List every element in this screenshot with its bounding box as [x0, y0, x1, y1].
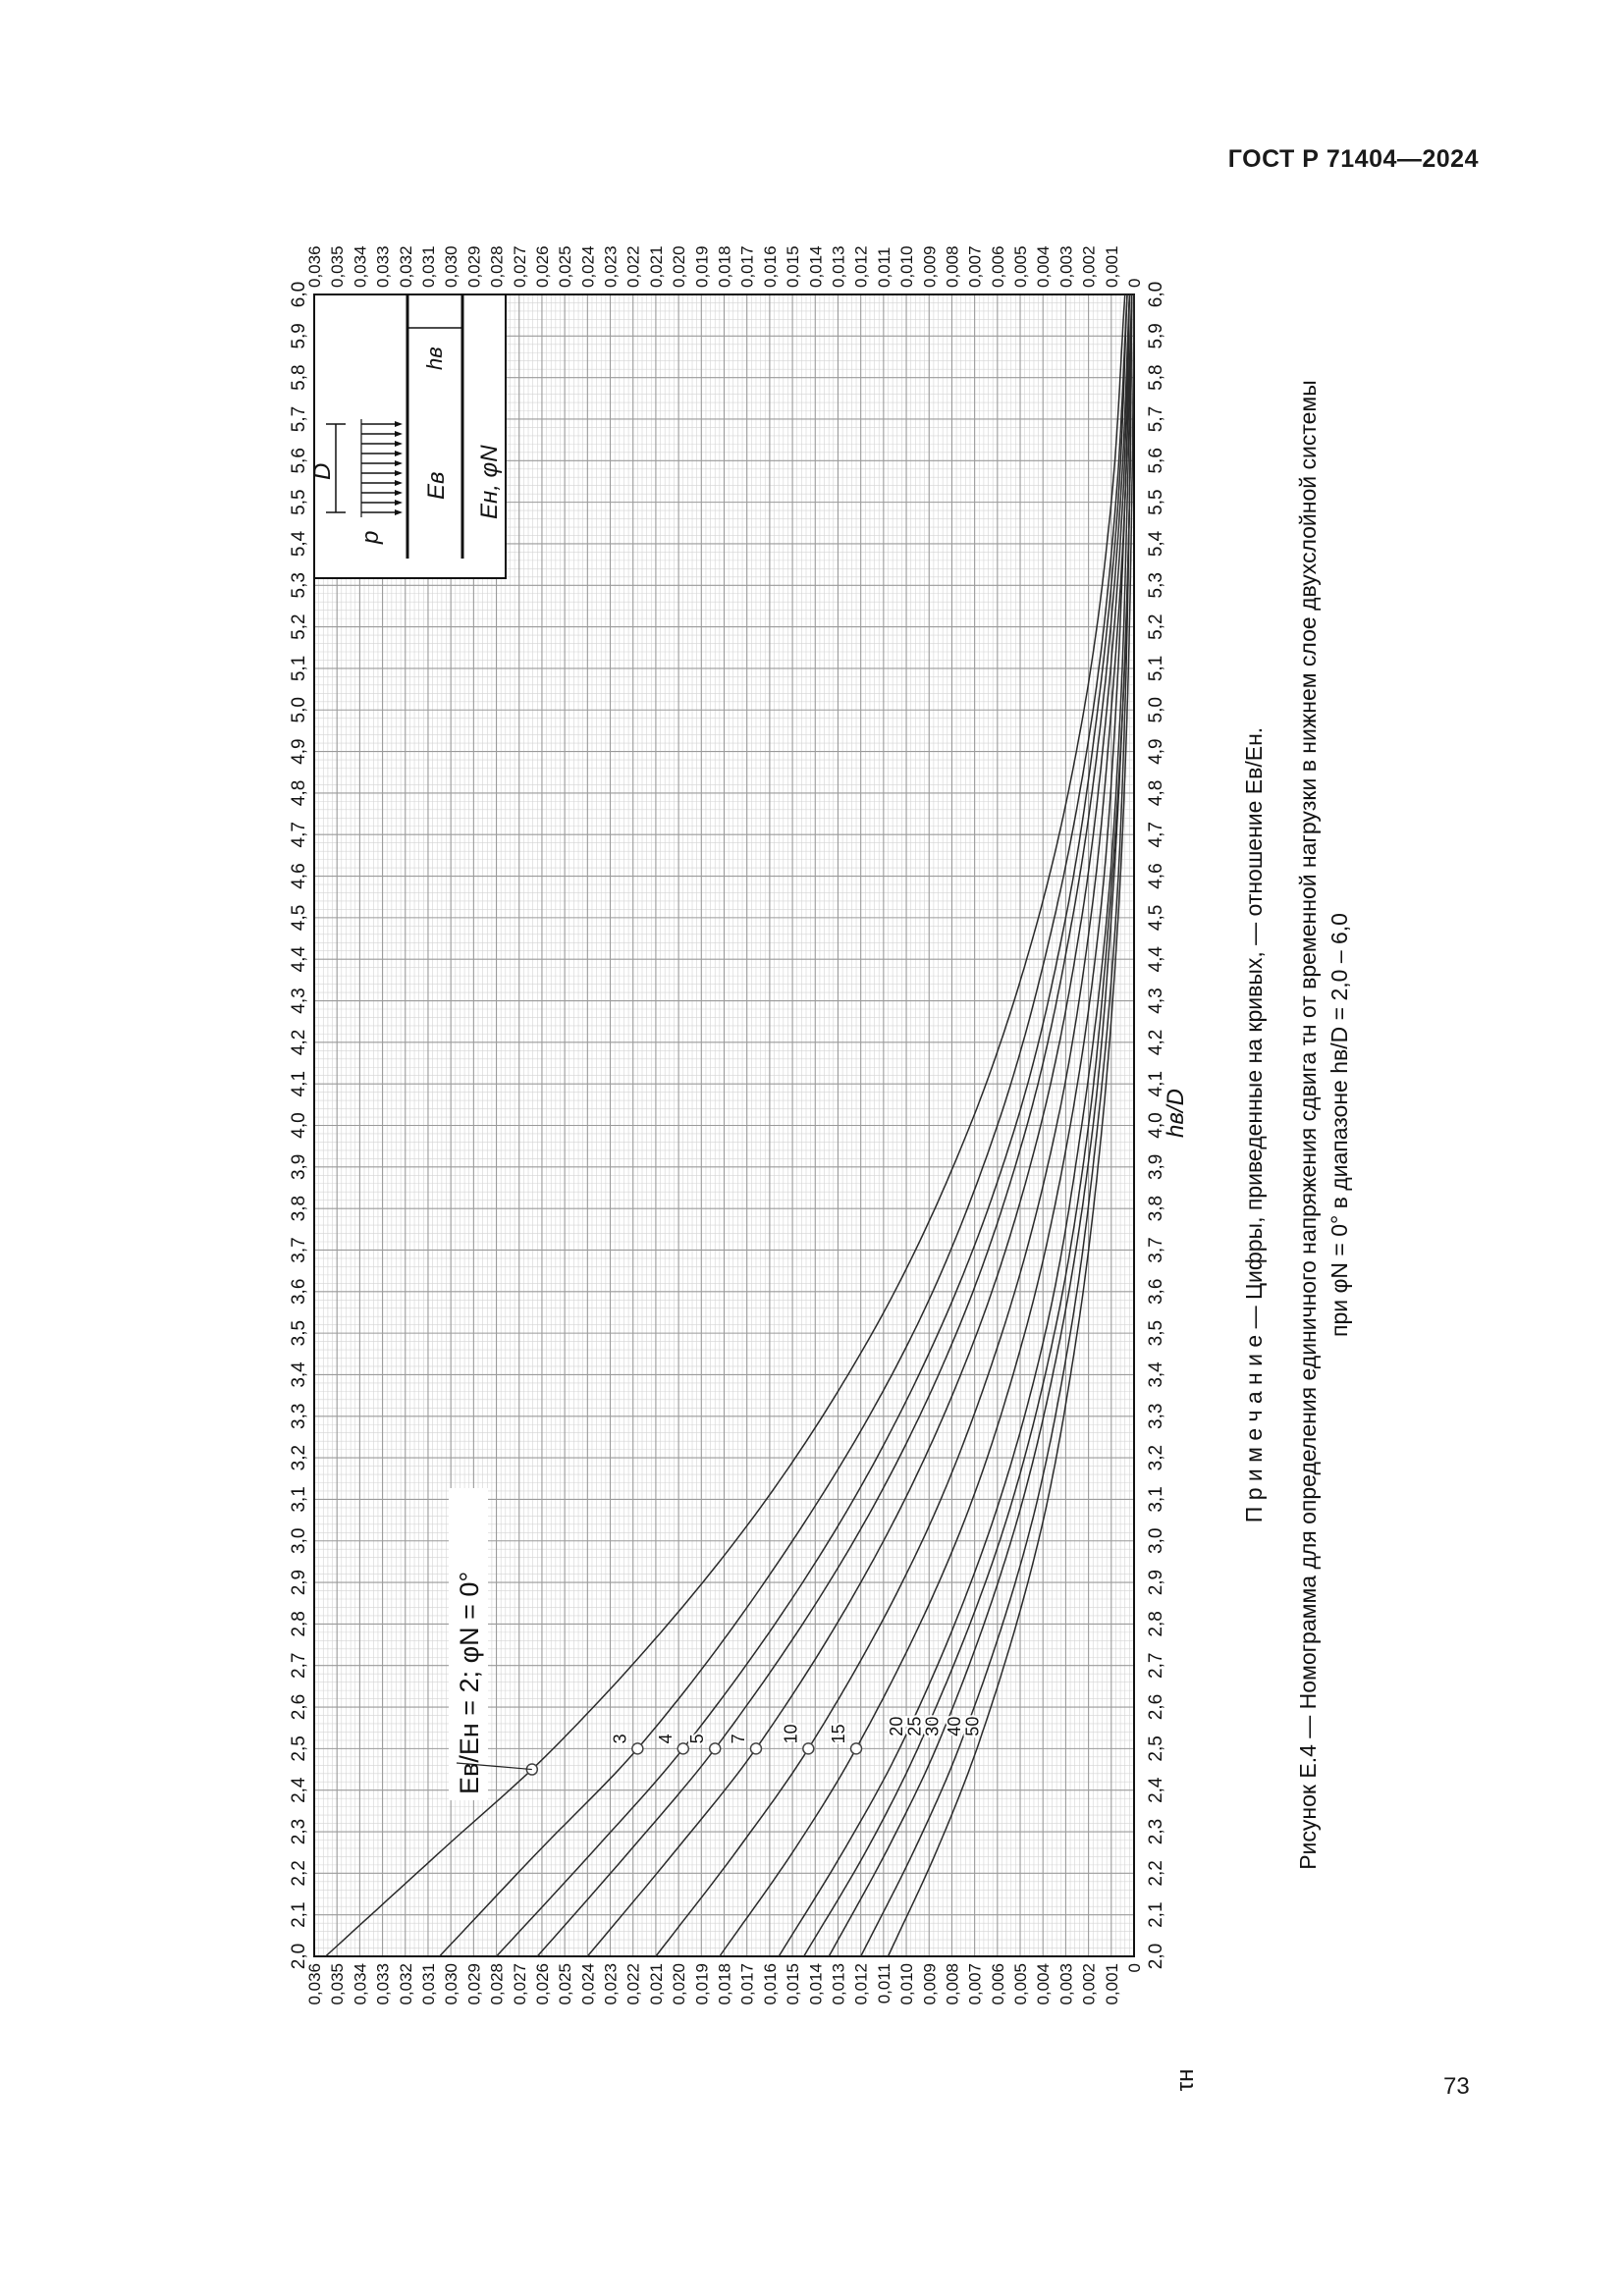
- y-tick-label: 0,007: [965, 245, 985, 288]
- x-tick-label: 6,0: [289, 281, 309, 308]
- x-tick-label: 4,3: [289, 988, 309, 1014]
- x-tick-label: 4,8: [289, 779, 309, 807]
- x-tick-label: 5,9: [1146, 323, 1166, 349]
- y-tick-label: 0,003: [1056, 1963, 1076, 2005]
- y-tick-label: 0,005: [1011, 245, 1031, 288]
- x-tick-label: 3,7: [289, 1237, 309, 1263]
- x-tick-label: 4,7: [1146, 822, 1166, 848]
- x-tick-label: 3,0: [289, 1527, 309, 1554]
- y-tick-label: 0,028: [487, 1963, 507, 2005]
- x-tick-label: 5,7: [1146, 405, 1166, 433]
- y-tick-label: 0,024: [578, 1963, 598, 2005]
- y-tick-label: 0,014: [806, 245, 826, 288]
- y-tick-label: 0,034: [351, 1963, 370, 2005]
- x-tick-label: 5,1: [1146, 655, 1166, 682]
- y-tick-label: 0,015: [784, 245, 803, 288]
- y-tick-label: 0,010: [897, 1963, 917, 2005]
- y-tick-label: 0,033: [373, 1963, 393, 2005]
- y-tick-label: 0,013: [829, 245, 848, 288]
- y-tick-label: 0,001: [1102, 1963, 1121, 2005]
- x-tick-label: 4,6: [289, 863, 309, 889]
- x-tick-label: 3,4: [289, 1362, 309, 1388]
- x-tick-label: 5,8: [289, 364, 309, 391]
- x-tick-label: 4,2: [289, 1029, 309, 1056]
- x-tick-label: 2,7: [289, 1652, 309, 1679]
- x-tick-label: 2,2: [289, 1860, 309, 1887]
- x-tick-label: 3,1: [1146, 1486, 1166, 1513]
- y-tick-labels-right: [305, 245, 1144, 288]
- y-tick-label: 0,028: [487, 245, 507, 288]
- x-tick-label: 2,5: [1146, 1735, 1166, 1762]
- inset-diagram: [309, 294, 506, 578]
- y-tick-label: 0,026: [532, 1963, 552, 2005]
- x-tick-label: 5,1: [289, 655, 309, 682]
- x-tick-label: 5,4: [289, 530, 309, 558]
- y-tick-label: 0: [1125, 278, 1144, 288]
- y-tick-label: 0,006: [988, 245, 1007, 288]
- main-curve-label: Eв/Eн = 2; φN = 0°: [455, 1571, 484, 1794]
- x-tick-label: 3,4: [1146, 1362, 1166, 1388]
- curve-label: 20: [887, 1716, 907, 1736]
- curve-label: 50: [962, 1716, 983, 1736]
- y-tick-label: 0,011: [874, 246, 893, 288]
- y-tick-label: 0,021: [646, 245, 666, 288]
- inset-upper-layer-label: Eв: [423, 471, 450, 500]
- y-axis-label: τн: [1172, 2068, 1199, 2092]
- y-tick-label: 0,019: [692, 1963, 712, 2005]
- curve-label: 40: [945, 1716, 965, 1736]
- inset-lower-layer-label: Eн, φN: [476, 445, 503, 519]
- y-tick-label: 0,015: [784, 1963, 803, 2005]
- x-tick-label: 3,0: [1146, 1527, 1166, 1554]
- y-tick-label: 0,032: [396, 1963, 415, 2005]
- y-tick-label: 0,029: [464, 1963, 484, 2005]
- x-axis-label: hв/D: [1163, 1089, 1189, 1138]
- x-tick-label: 5,7: [289, 405, 309, 433]
- y-tick-label: 0,011: [874, 1963, 893, 2004]
- x-tick-label: 4,5: [1146, 904, 1166, 932]
- y-tick-label: 0,030: [442, 245, 461, 288]
- inset-load-label: p: [357, 530, 384, 544]
- curve-label: 10: [781, 1724, 801, 1744]
- x-tick-label: 3,6: [1146, 1278, 1166, 1306]
- x-tick-label: 2,3: [1146, 1818, 1166, 1845]
- curve-marker: [803, 1743, 814, 1754]
- x-tick-label: 3,8: [289, 1195, 309, 1222]
- x-tick-label: 6,0: [1146, 281, 1166, 308]
- y-tick-label: 0,024: [578, 245, 598, 288]
- curve-marker: [750, 1743, 761, 1754]
- inset-thickness-label: hв: [422, 347, 447, 370]
- y-tick-label: 0,035: [328, 1963, 348, 2005]
- y-tick-label: 0,017: [737, 245, 757, 288]
- x-tick-label: 4,3: [1146, 988, 1166, 1014]
- y-tick-label: 0,023: [601, 1963, 621, 2005]
- x-tick-label: 4,9: [289, 738, 309, 765]
- y-tick-label: 0,029: [464, 245, 484, 288]
- curve-labels: [526, 1717, 982, 1775]
- x-tick-label: 2,7: [1146, 1652, 1166, 1679]
- y-tick-label: 0,004: [1034, 245, 1054, 288]
- curve-label: 3: [610, 1734, 630, 1744]
- x-tick-label: 5,2: [289, 614, 309, 640]
- curve-marker: [710, 1743, 721, 1754]
- y-tick-label: 0,014: [806, 1963, 826, 2005]
- x-tick-label: 5,6: [1146, 448, 1166, 474]
- x-tick-label: 5,3: [1146, 572, 1166, 599]
- x-tick-label: 2,8: [1146, 1611, 1166, 1637]
- y-tick-labels-left: [305, 1963, 1144, 2005]
- x-tick-label: 5,3: [289, 572, 309, 599]
- y-tick-label: 0,025: [556, 1963, 575, 2005]
- y-tick-label: 0,027: [510, 245, 529, 288]
- x-tick-label: 4,8: [1146, 779, 1166, 807]
- x-tick-label: 3,3: [1146, 1403, 1166, 1429]
- page-number: 73: [1443, 2073, 1470, 2100]
- y-tick-label: 0,030: [442, 1963, 461, 2005]
- y-tick-label: 0,012: [851, 1963, 871, 2005]
- x-tick-label: 3,6: [289, 1278, 309, 1306]
- y-tick-label: 0,018: [715, 1963, 734, 2005]
- y-tick-label: 0,036: [305, 1963, 324, 2005]
- y-tick-label: 0,033: [373, 245, 393, 288]
- x-tick-label: 2,9: [1146, 1569, 1166, 1596]
- y-tick-label: 0,010: [897, 245, 917, 288]
- x-tick-label: 5,8: [1146, 364, 1166, 391]
- y-tick-label: 0,020: [670, 1963, 689, 2005]
- x-tick-label: 5,0: [289, 697, 309, 723]
- x-tick-label: 5,5: [1146, 489, 1166, 515]
- x-tick-label: 4,2: [1146, 1029, 1166, 1056]
- document-header: ГОСТ Р 71404—2024: [1227, 145, 1479, 173]
- x-tick-label: 5,6: [289, 448, 309, 474]
- y-tick-label: 0,002: [1079, 245, 1099, 288]
- y-tick-label: 0,002: [1079, 1963, 1099, 2005]
- x-tick-label: 5,5: [289, 489, 309, 515]
- y-tick-label: 0: [1125, 1963, 1144, 1973]
- x-tick-label: 3,2: [289, 1444, 309, 1471]
- y-tick-label: 0,031: [418, 245, 438, 288]
- x-tick-label: 4,6: [1146, 863, 1166, 889]
- y-tick-label: 0,016: [760, 1963, 780, 2005]
- curve-label: 4: [655, 1734, 676, 1744]
- x-tick-label: 3,8: [1146, 1195, 1166, 1222]
- curve-label: 5: [687, 1734, 708, 1744]
- y-tick-label: 0,034: [351, 245, 370, 288]
- inset-box: [314, 294, 506, 578]
- y-tick-label: 0,008: [943, 245, 962, 288]
- y-tick-label: 0,018: [715, 245, 734, 288]
- y-tick-label: 0,021: [646, 1963, 666, 2005]
- x-tick-label: 2,6: [1146, 1693, 1166, 1721]
- x-tick-label: 2,6: [289, 1693, 309, 1721]
- y-tick-label: 0,020: [670, 245, 689, 288]
- curve-label: 30: [922, 1716, 943, 1736]
- x-tick-label: 3,5: [289, 1319, 309, 1347]
- y-tick-label: 0,026: [532, 245, 552, 288]
- x-tick-label: 2,9: [289, 1569, 309, 1596]
- x-tick-label: 4,1: [289, 1070, 309, 1097]
- y-tick-label: 0,013: [829, 1963, 848, 2005]
- x-tick-label: 2,1: [1146, 1901, 1166, 1928]
- figure-caption-line2: при φN = 0° в диапазоне hв/D = 2,0 – 6,0: [1326, 913, 1352, 1337]
- rotated-content: [289, 245, 1352, 2091]
- y-tick-label: 0,008: [943, 1963, 962, 2005]
- x-tick-label: 3,9: [1146, 1153, 1166, 1181]
- x-tick-label: 4,9: [1146, 738, 1166, 765]
- y-tick-label: 0,009: [920, 1963, 940, 2005]
- y-tick-label: 0,022: [623, 245, 643, 288]
- y-tick-label: 0,001: [1102, 245, 1121, 288]
- x-tick-label: 3,3: [289, 1403, 309, 1429]
- x-tick-label: 3,9: [289, 1153, 309, 1181]
- x-tick-label: 3,7: [1146, 1237, 1166, 1263]
- x-tick-label: 3,1: [289, 1486, 309, 1513]
- curve-label: 25: [904, 1716, 925, 1736]
- x-tick-label: 2,5: [289, 1735, 309, 1762]
- x-tick-labels-top: [289, 282, 309, 1969]
- x-tick-label: 5,4: [1146, 530, 1166, 558]
- figure-caption-line1: Рисунок Е.4 — Номограмма для определения единичного напряжения сдвига τн от временной нагрузки в нижнем слое двухслойной системы: [1295, 380, 1321, 1870]
- x-tick-label: 4,4: [1146, 945, 1166, 973]
- y-tick-label: 0,006: [988, 1963, 1007, 2005]
- y-tick-label: 0,004: [1034, 1963, 1054, 2005]
- y-tick-label: 0,025: [556, 245, 575, 288]
- x-tick-label: 5,0: [1146, 697, 1166, 723]
- x-tick-label: 4,0: [1146, 1112, 1166, 1139]
- x-tick-label: 4,4: [289, 945, 309, 973]
- x-tick-label: 2,3: [289, 1818, 309, 1845]
- curve-marker: [632, 1743, 643, 1754]
- x-tick-label: 4,1: [1146, 1070, 1166, 1097]
- x-tick-label: 2,4: [289, 1777, 309, 1803]
- x-tick-label: 2,1: [289, 1901, 309, 1928]
- x-tick-label: 2,0: [1146, 1943, 1166, 1970]
- y-tick-label: 0,022: [623, 1963, 643, 2005]
- x-tick-label: 3,5: [1146, 1319, 1166, 1347]
- curve-marker: [851, 1743, 862, 1754]
- x-tick-label: 5,2: [1146, 614, 1166, 640]
- inset-diameter-label: D: [309, 462, 336, 480]
- y-tick-label: 0,012: [851, 245, 871, 288]
- x-tick-label: 3,2: [1146, 1444, 1166, 1471]
- y-tick-label: 0,023: [601, 245, 621, 288]
- x-tick-label: 5,9: [289, 323, 309, 349]
- x-tick-label: 4,7: [289, 822, 309, 848]
- x-tick-label: 2,8: [289, 1611, 309, 1637]
- curve-label: 15: [829, 1724, 849, 1744]
- y-tick-label: 0,036: [305, 245, 324, 288]
- y-tick-label: 0,007: [965, 1963, 985, 2005]
- x-tick-label: 2,4: [1146, 1777, 1166, 1803]
- y-tick-label: 0,016: [760, 245, 780, 288]
- y-tick-label: 0,032: [396, 245, 415, 288]
- x-tick-label: 2,0: [289, 1943, 309, 1970]
- curve-label: 7: [728, 1734, 748, 1744]
- y-tick-label: 0,031: [418, 1963, 438, 2005]
- curve-marker: [677, 1743, 688, 1754]
- y-tick-label: 0,019: [692, 245, 712, 288]
- y-tick-label: 0,009: [920, 245, 940, 288]
- y-tick-label: 0,005: [1011, 1963, 1031, 2005]
- y-tick-label: 0,035: [328, 245, 348, 288]
- x-tick-label: 2,2: [1146, 1860, 1166, 1887]
- y-tick-label: 0,003: [1056, 245, 1076, 288]
- x-tick-label: 4,0: [289, 1112, 309, 1139]
- y-tick-label: 0,027: [510, 1963, 529, 2005]
- x-tick-label: 4,5: [289, 904, 309, 932]
- y-tick-label: 0,017: [737, 1963, 757, 2005]
- figure-note: П р и м е ч а н и е — Цифры, приведенные на кривых, — отношение Eв/Eн.: [1241, 726, 1267, 1523]
